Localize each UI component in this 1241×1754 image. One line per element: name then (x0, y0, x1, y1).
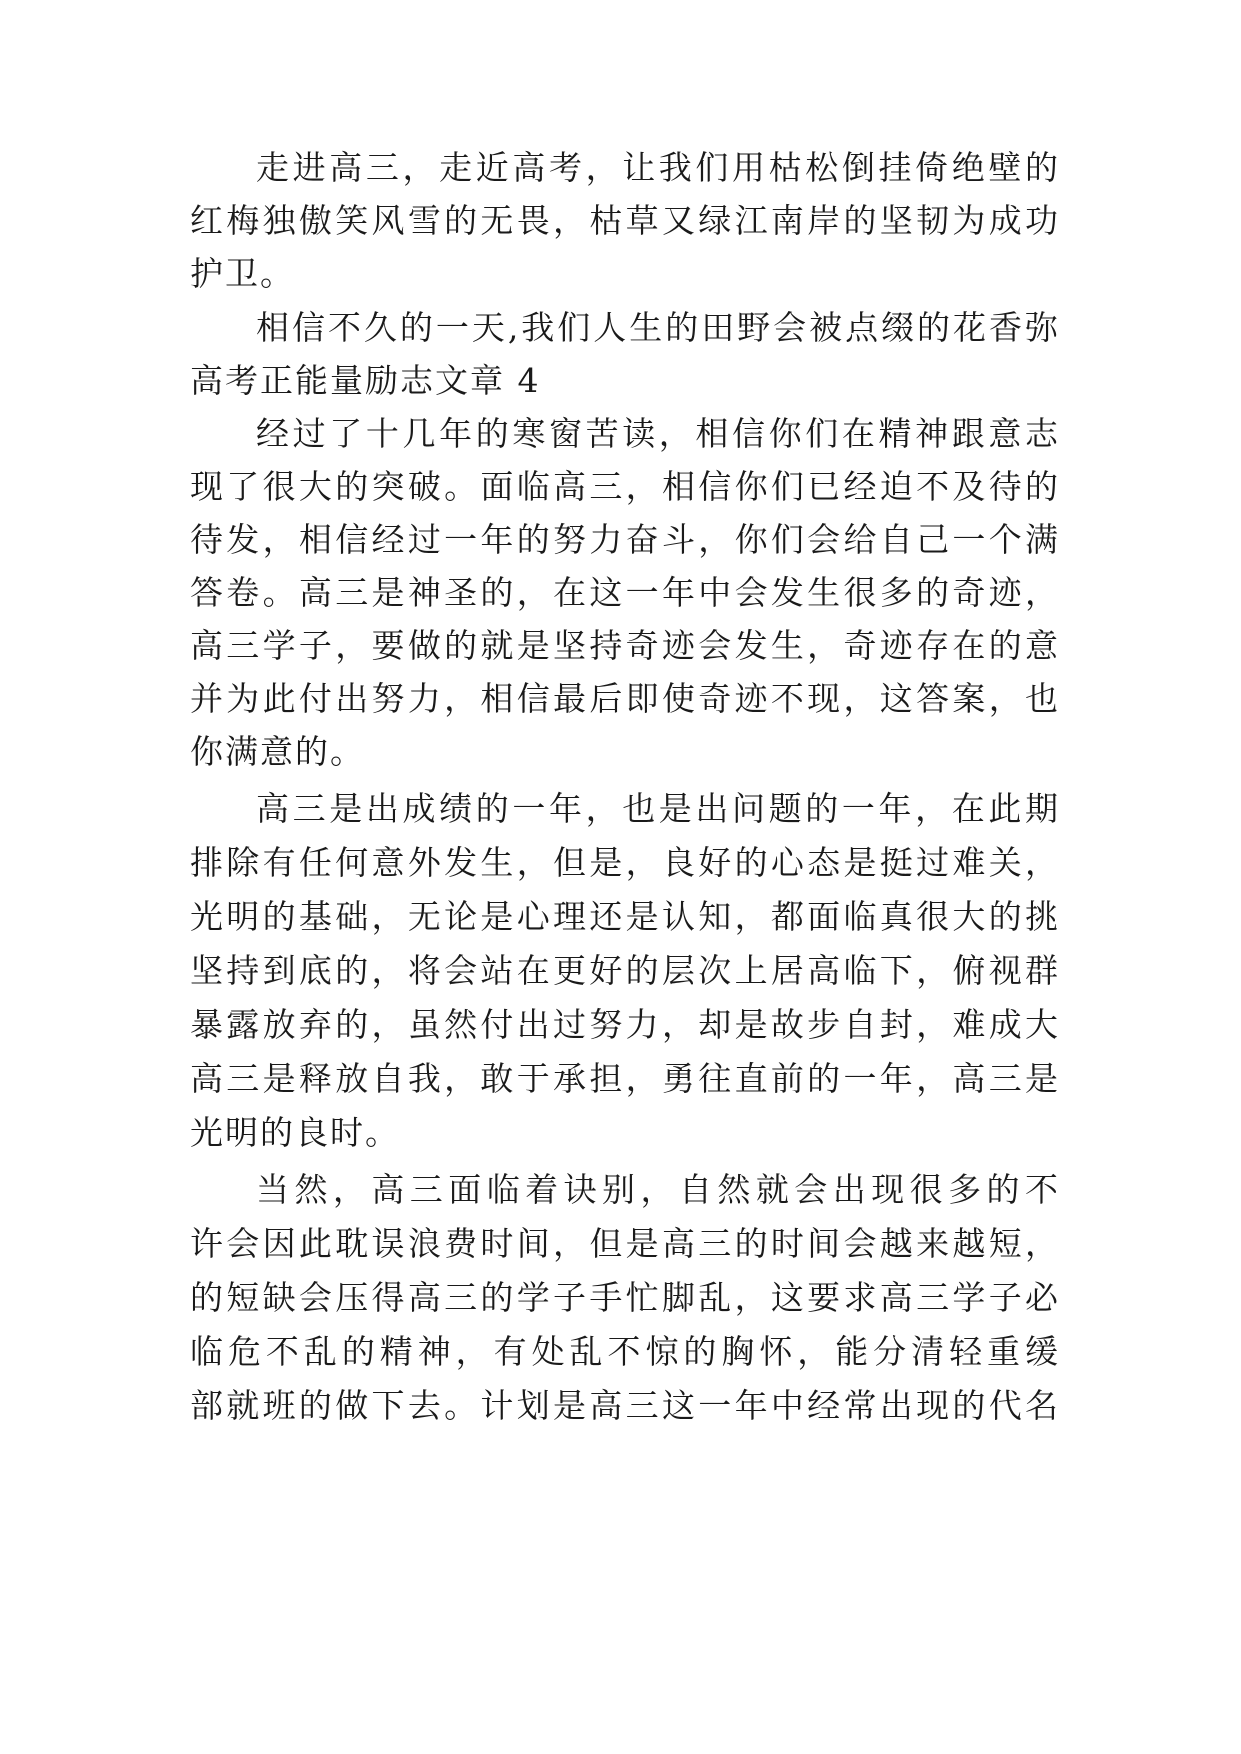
paragraph-3-line-3: 待发，相信经过一年的努力奋斗，你们会给自己一个满 (190, 520, 1060, 559)
paragraph-3-line-4: 答卷。高三是神圣的，在这一年中会发生很多的奇迹， (190, 573, 1060, 612)
paragraph-4-line-2: 排除有任何意外发生，但是，良好的心态是挺过难关， (190, 843, 1060, 882)
paragraph-3-line-7: 你满意的。 (190, 732, 365, 771)
paragraph-3-line-2: 现了很大的突破。面临高三，相信你们已经迫不及待的 (190, 467, 1060, 506)
paragraph-3-line-1: 经过了十几年的寒窗苦读，相信你们在精神跟意志 (256, 414, 1060, 453)
paragraph-3-line-5: 高三学子，要做的就是坚持奇迹会发生，奇迹存在的意 (190, 626, 1060, 665)
paragraph-3-line-6: 并为此付出努力，相信最后即使奇迹不现，这答案，也 (190, 679, 1060, 718)
article-heading: 高考正能量励志文章 4 (190, 361, 541, 400)
paragraph-5-line-5: 部就班的做下去。计划是高三这一年中经常出现的代名 (190, 1386, 1060, 1425)
paragraph-5-line-2: 许会因此耽误浪费时间，但是高三的时间会越来越短， (190, 1224, 1060, 1263)
paragraph-4-line-5: 暴露放弃的，虽然付出过努力，却是故步自封，难成大 (190, 1005, 1060, 1044)
paragraph-1-line-3: 护卫。 (190, 254, 295, 293)
paragraph-4-line-4: 坚持到底的，将会站在更好的层次上居高临下，俯视群 (190, 951, 1060, 990)
paragraph-2-line-1: 相信不久的一天,我们人生的田野会被点缀的花香弥 (256, 308, 1060, 347)
paragraph-1-line-2: 红梅独傲笑风雪的无畏，枯草又绿江南岸的坚韧为成功 (190, 201, 1060, 240)
paragraph-4-line-6: 高三是释放自我，敢于承担，勇往直前的一年，高三是 (190, 1059, 1060, 1098)
paragraph-1-line-1: 走进高三，走近高考，让我们用枯松倒挂倚绝壁的 (256, 148, 1060, 187)
paragraph-5-line-4: 临危不乱的精神，有处乱不惊的胸怀，能分清轻重缓 (190, 1332, 1060, 1371)
paragraph-5-line-3: 的短缺会压得高三的学子手忙脚乱，这要求高三学子必 (190, 1278, 1060, 1317)
paragraph-4-line-7: 光明的良时。 (190, 1113, 400, 1152)
paragraph-5-line-1: 当然，高三面临着诀别，自然就会出现很多的不 (256, 1170, 1060, 1209)
paragraph-4-line-3: 光明的基础，无论是心理还是认知，都面临真很大的挑 (190, 897, 1060, 936)
paragraph-4-line-1: 高三是出成绩的一年，也是出问题的一年，在此期 (256, 789, 1060, 828)
